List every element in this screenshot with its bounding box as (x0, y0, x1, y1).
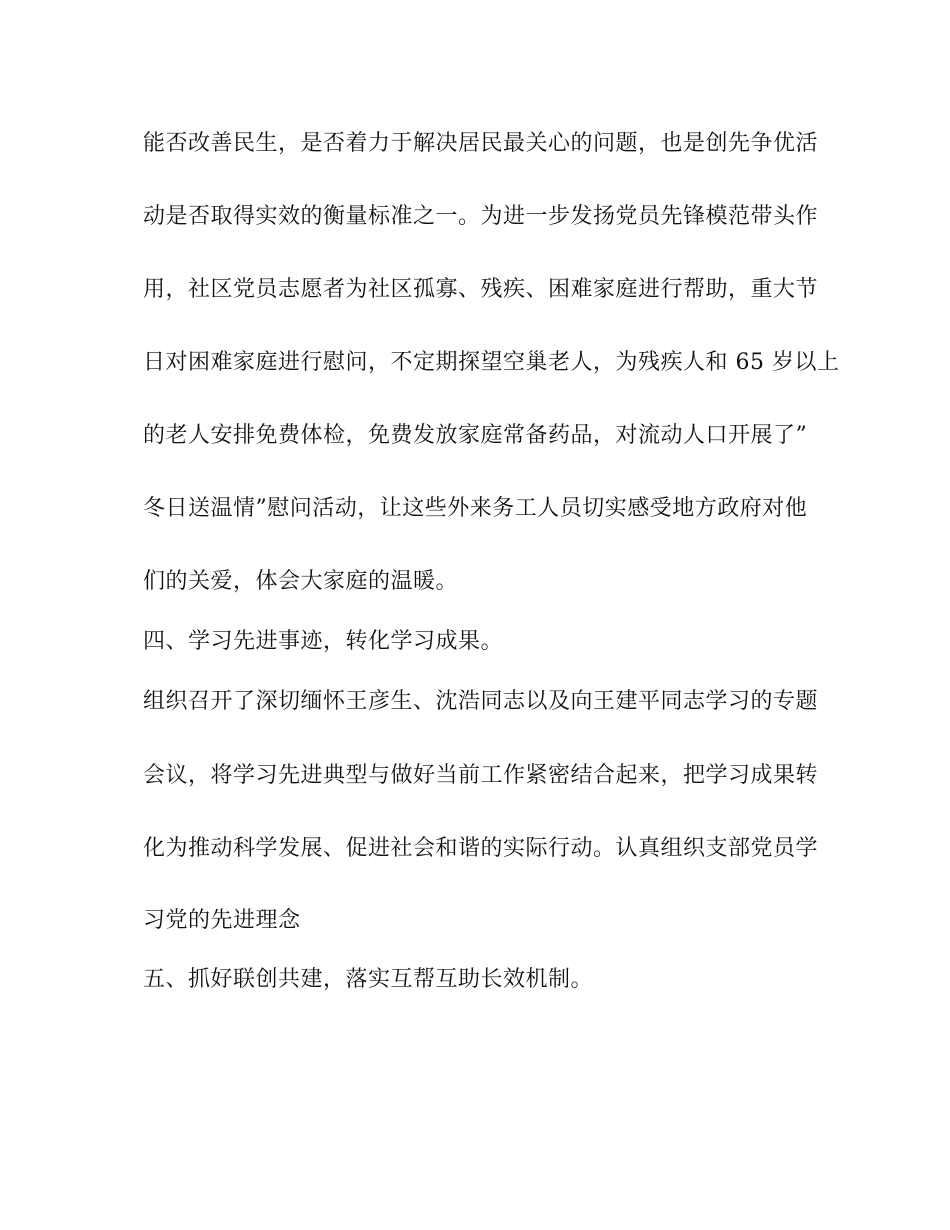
paragraph-line-11: 习党的先进理念 (143, 908, 301, 933)
section-heading-5: 五、抓好联创共建，落实互帮互助长效机制。 (143, 967, 594, 992)
paragraph-line-2: 动是否取得实效的衡量标准之一。为进一步发扬党员先锋模范带头作 (143, 204, 819, 229)
paragraph-line-6: 冬日送温情”慰问活动，让这些外来务工人员切实感受地方政府对他 (143, 496, 808, 521)
paragraph-line-5: 的老人安排免费体检，免费发放家庭常备药品，对流动人口开展了” (143, 423, 808, 448)
paragraph-line-3: 用，社区党员志愿者为社区孤寡、残疾、困难家庭进行帮助，重大节 (143, 277, 819, 302)
paragraph-line-7: 们的关爱，体会大家庭的温暖。 (143, 569, 459, 594)
paragraph-line-4: 日对困难家庭进行慰问，不定期探望空巢老人，为残疾人和 65 岁以上 (143, 350, 840, 375)
paragraph-line-10: 化为推动科学发展、促进社会和谐的实际行动。认真组织支部党员学 (143, 836, 819, 861)
paragraph-line-9: 会议，将学习先进典型与做好当前工作紧密结合起来，把学习成果转 (143, 763, 819, 788)
paragraph-line-8: 组织召开了深切缅怀王彦生、沈浩同志以及向王建平同志学习的专题 (143, 689, 819, 714)
paragraph-line-1: 能否改善民生，是否着力于解决居民最关心的问题，也是创先争优活 (143, 131, 819, 156)
section-heading-4: 四、学习先进事迹，转化学习成果。 (143, 629, 504, 654)
